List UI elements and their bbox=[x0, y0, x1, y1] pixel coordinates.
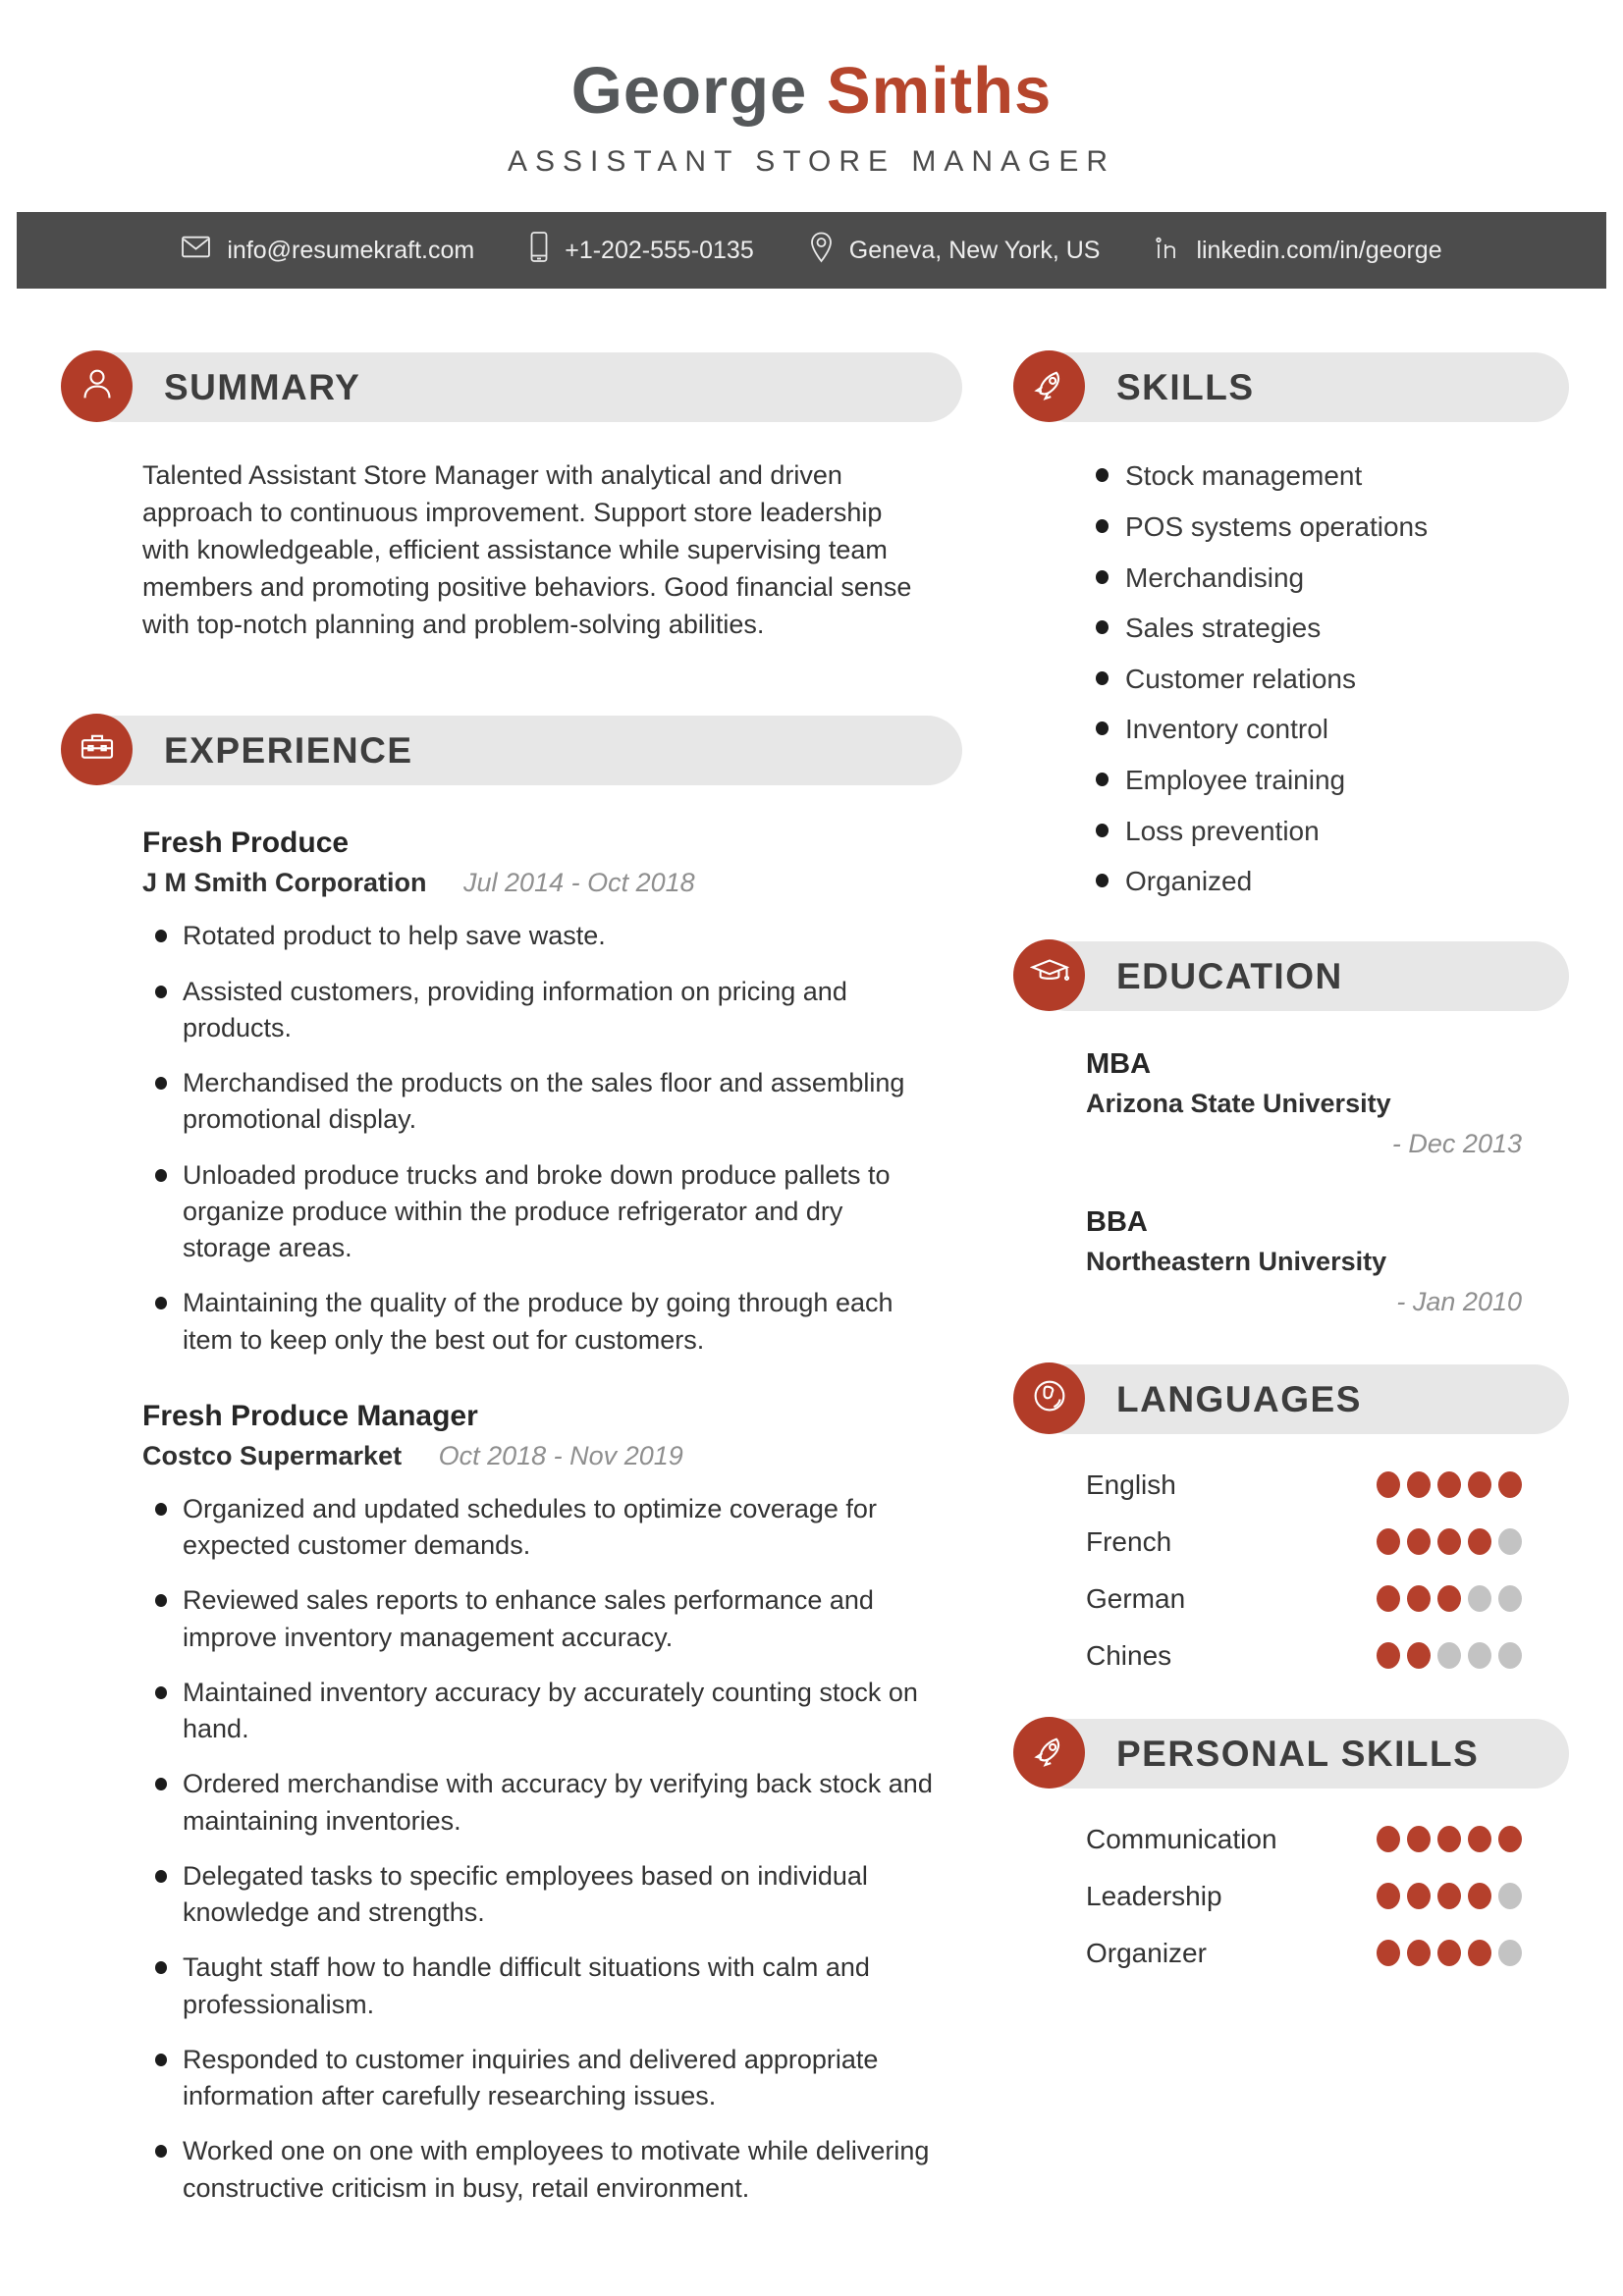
job-bullet-list bbox=[157, 1491, 962, 2207]
job-bullet: Organized and updated schedules to optimize coverage for expected customer demands. bbox=[157, 1491, 937, 1565]
rating-dots bbox=[1377, 1471, 1522, 1498]
rating-dots bbox=[1377, 1585, 1522, 1612]
rating-dot bbox=[1437, 1826, 1461, 1852]
rating-dot bbox=[1437, 1528, 1461, 1555]
skills-section bbox=[1013, 350, 1569, 897]
language-name: German bbox=[1086, 1582, 1186, 1614]
rating-dots bbox=[1377, 1642, 1522, 1669]
job-meta bbox=[142, 1441, 962, 1471]
rating-dot bbox=[1498, 1940, 1522, 1966]
rating-dot bbox=[1437, 1883, 1461, 1909]
languages-header bbox=[1013, 1362, 1569, 1434]
summary-section bbox=[61, 350, 962, 643]
experience-title: EXPERIENCE bbox=[164, 730, 413, 772]
skill-item: Sales strategies bbox=[1096, 612, 1569, 645]
job-bullet: Worked one on one with employees to motivate while delivering constructive criticism in busy, retail environment. bbox=[157, 2133, 937, 2207]
experience-icon-circle bbox=[61, 714, 133, 785]
personal-skill-name: Communication bbox=[1086, 1823, 1277, 1854]
rating-dot bbox=[1468, 1883, 1491, 1909]
content-columns bbox=[0, 289, 1623, 2224]
rating-dot bbox=[1377, 1883, 1400, 1909]
rating-dots bbox=[1377, 1826, 1522, 1852]
personal-skills-section bbox=[1013, 1717, 1569, 1969]
job-dates: Oct 2018 - Nov 2019 bbox=[438, 1440, 683, 1470]
skill-item: Employee training bbox=[1096, 764, 1569, 797]
rating-dot bbox=[1468, 1585, 1491, 1612]
job-bullet: Taught staff how to handle difficult situations with calm and professionalism. bbox=[157, 1949, 937, 2023]
language-name: Chines bbox=[1086, 1639, 1172, 1671]
job-bullet: Unloaded produce trucks and broke down produce pallets to organize produce within the produce refrigerator and dry storage areas. bbox=[157, 1157, 937, 1267]
job-bullet: Rotated product to help save waste. bbox=[157, 918, 937, 954]
last-name: Smiths bbox=[826, 54, 1053, 128]
job-bullet: Maintained inventory accuracy by accurately counting stock on hand. bbox=[157, 1675, 937, 1748]
rating-dot bbox=[1498, 1883, 1522, 1909]
job-title: Fresh Produce Manager bbox=[142, 1399, 478, 1432]
rating-dot bbox=[1377, 1528, 1400, 1555]
personal-skill-row bbox=[1086, 1938, 1522, 1969]
contact-location bbox=[809, 232, 1101, 270]
rating-dot bbox=[1468, 1826, 1491, 1852]
education-date: - Jan 2010 bbox=[1396, 1286, 1522, 1316]
skills-icon-circle bbox=[1013, 350, 1085, 422]
rating-dot bbox=[1498, 1642, 1522, 1669]
rating-dot bbox=[1498, 1826, 1522, 1852]
candidate-title: ASSISTANT STORE MANAGER bbox=[507, 145, 1116, 179]
mobile-phone-icon bbox=[529, 231, 549, 270]
linkedin-text: linkedin.com/in/george bbox=[1196, 236, 1442, 264]
briefcase-icon bbox=[78, 727, 117, 772]
degree: BBA bbox=[1086, 1205, 1148, 1238]
personal-skills-icon-circle bbox=[1013, 1717, 1085, 1789]
summary-icon-circle bbox=[61, 350, 133, 422]
personal-skill-rows bbox=[1086, 1824, 1522, 1969]
left-column bbox=[61, 350, 962, 2224]
languages-title: LANGUAGES bbox=[1116, 1378, 1362, 1419]
languages-icon-circle bbox=[1013, 1362, 1085, 1434]
rating-dots bbox=[1377, 1883, 1522, 1909]
job-bullet: Responded to customer inquiries and delivered appropriate information after carefully researching issues. bbox=[157, 2042, 937, 2115]
job-bullet: Merchandised the products on the sales floor and assembling promotional display. bbox=[157, 1065, 937, 1139]
skill-item: Stock management bbox=[1096, 459, 1569, 493]
candidate-name bbox=[0, 54, 1623, 128]
summary-title: SUMMARY bbox=[164, 367, 361, 408]
rating-dot bbox=[1407, 1940, 1431, 1966]
person-icon bbox=[78, 364, 117, 408]
rating-dot bbox=[1468, 1940, 1491, 1966]
language-name: French bbox=[1086, 1525, 1172, 1557]
right-column bbox=[1013, 350, 1569, 1994]
rating-dots bbox=[1377, 1940, 1522, 1966]
personal-skills-header bbox=[1013, 1717, 1569, 1789]
envelope-icon bbox=[181, 235, 211, 266]
school: Arizona State University bbox=[1086, 1088, 1391, 1118]
header bbox=[0, 0, 1623, 179]
rating-dot bbox=[1437, 1471, 1461, 1498]
education-date: - Dec 2013 bbox=[1391, 1128, 1522, 1158]
language-rows bbox=[1086, 1469, 1522, 1672]
rating-dot bbox=[1468, 1528, 1491, 1555]
job-entry bbox=[61, 1400, 962, 2207]
degree: MBA bbox=[1086, 1047, 1152, 1080]
rating-dot bbox=[1377, 1940, 1400, 1966]
map-pin-icon bbox=[809, 232, 834, 270]
languages-section bbox=[1013, 1362, 1569, 1672]
education-section bbox=[1013, 939, 1569, 1317]
education-title: EDUCATION bbox=[1116, 955, 1343, 996]
skill-item: Organized bbox=[1096, 865, 1569, 898]
contact-bar bbox=[17, 212, 1606, 289]
education-entry bbox=[1086, 1048, 1522, 1159]
rating-dot bbox=[1407, 1528, 1431, 1555]
rating-dot bbox=[1498, 1585, 1522, 1612]
rating-dot bbox=[1468, 1642, 1491, 1669]
email-text: info@resumekraft.com bbox=[227, 236, 475, 264]
phone-text: +1-202-555-0135 bbox=[565, 236, 754, 264]
globe-icon bbox=[1030, 1376, 1069, 1420]
personal-skill-name: Organizer bbox=[1086, 1937, 1207, 1968]
language-row bbox=[1086, 1469, 1522, 1501]
job-bullet-list bbox=[157, 918, 962, 1359]
rating-dot bbox=[1468, 1471, 1491, 1498]
job-company: J M Smith Corporation bbox=[142, 868, 427, 898]
skills-header bbox=[1013, 350, 1569, 422]
experience-section bbox=[61, 714, 962, 2207]
rating-dot bbox=[1407, 1585, 1431, 1612]
school: Northeastern University bbox=[1086, 1246, 1387, 1276]
education-entry bbox=[1086, 1206, 1522, 1317]
location-text: Geneva, New York, US bbox=[848, 236, 1101, 264]
job-title: Fresh Produce bbox=[142, 827, 350, 860]
job-entry bbox=[61, 827, 962, 1359]
job-dates: Jul 2014 - Oct 2018 bbox=[463, 868, 695, 898]
personal-skill-name: Leadership bbox=[1086, 1880, 1222, 1911]
linkedin-icon bbox=[1155, 233, 1180, 269]
skill-item: Loss prevention bbox=[1096, 815, 1569, 848]
rating-dot bbox=[1407, 1471, 1431, 1498]
rating-dot bbox=[1377, 1585, 1400, 1612]
rating-dot bbox=[1407, 1826, 1431, 1852]
skill-item: POS systems operations bbox=[1096, 510, 1569, 544]
rocket-icon bbox=[1030, 1731, 1069, 1775]
contact-email bbox=[181, 235, 474, 266]
education-icon-circle bbox=[1013, 939, 1085, 1011]
rating-dot bbox=[1498, 1528, 1522, 1555]
experience-header bbox=[61, 714, 962, 785]
rating-dot bbox=[1407, 1642, 1431, 1669]
first-name: George bbox=[570, 54, 808, 128]
contact-linkedin bbox=[1155, 233, 1441, 269]
contact-phone bbox=[529, 231, 754, 270]
rating-dots bbox=[1377, 1528, 1522, 1555]
education-header bbox=[1013, 939, 1569, 1011]
skill-item: Customer relations bbox=[1096, 663, 1569, 696]
personal-skill-row bbox=[1086, 1881, 1522, 1912]
language-row bbox=[1086, 1583, 1522, 1615]
skill-list bbox=[1096, 459, 1569, 897]
language-row bbox=[1086, 1526, 1522, 1558]
job-bullet: Reviewed sales reports to enhance sales performance and improve inventory management accuracy. bbox=[157, 1582, 937, 1656]
rating-dot bbox=[1437, 1585, 1461, 1612]
rating-dot bbox=[1377, 1826, 1400, 1852]
personal-skill-row bbox=[1086, 1824, 1522, 1855]
summary-text: Talented Assistant Store Manager with analytical and driven approach to continuous improvement. Support store leadership with knowledgeable, efficient assistance while supervising team members and promoting positive behaviors. Good financial sense with top-notch planning and problem-solving abilities. bbox=[142, 460, 912, 639]
skill-item: Merchandising bbox=[1096, 561, 1569, 595]
job-company: Costco Supermarket bbox=[142, 1440, 403, 1470]
rating-dot bbox=[1498, 1471, 1522, 1498]
job-bullet: Delegated tasks to specific employees based on individual knowledge and strengths. bbox=[157, 1858, 937, 1932]
graduation-cap-icon bbox=[1030, 953, 1069, 997]
summary-header bbox=[61, 350, 962, 422]
language-name: English bbox=[1086, 1468, 1176, 1500]
rating-dot bbox=[1437, 1642, 1461, 1669]
rocket-icon bbox=[1030, 364, 1069, 408]
job-bullet: Maintaining the quality of the produce by going through each item to keep only the best out for customers. bbox=[157, 1285, 937, 1359]
rating-dot bbox=[1407, 1883, 1431, 1909]
job-meta bbox=[142, 868, 962, 898]
skills-title: SKILLS bbox=[1116, 367, 1255, 408]
personal-skills-title: PERSONAL SKILLS bbox=[1116, 1733, 1480, 1774]
rating-dot bbox=[1377, 1471, 1400, 1498]
skills-header-pill bbox=[1033, 352, 1569, 422]
rating-dot bbox=[1437, 1940, 1461, 1966]
skill-item: Inventory control bbox=[1096, 713, 1569, 746]
rating-dot bbox=[1377, 1642, 1400, 1669]
job-bullet: Ordered merchandise with accuracy by verifying back stock and maintaining inventories. bbox=[157, 1766, 937, 1840]
job-bullet: Assisted customers, providing information on pricing and products. bbox=[157, 974, 937, 1047]
language-row bbox=[1086, 1640, 1522, 1672]
